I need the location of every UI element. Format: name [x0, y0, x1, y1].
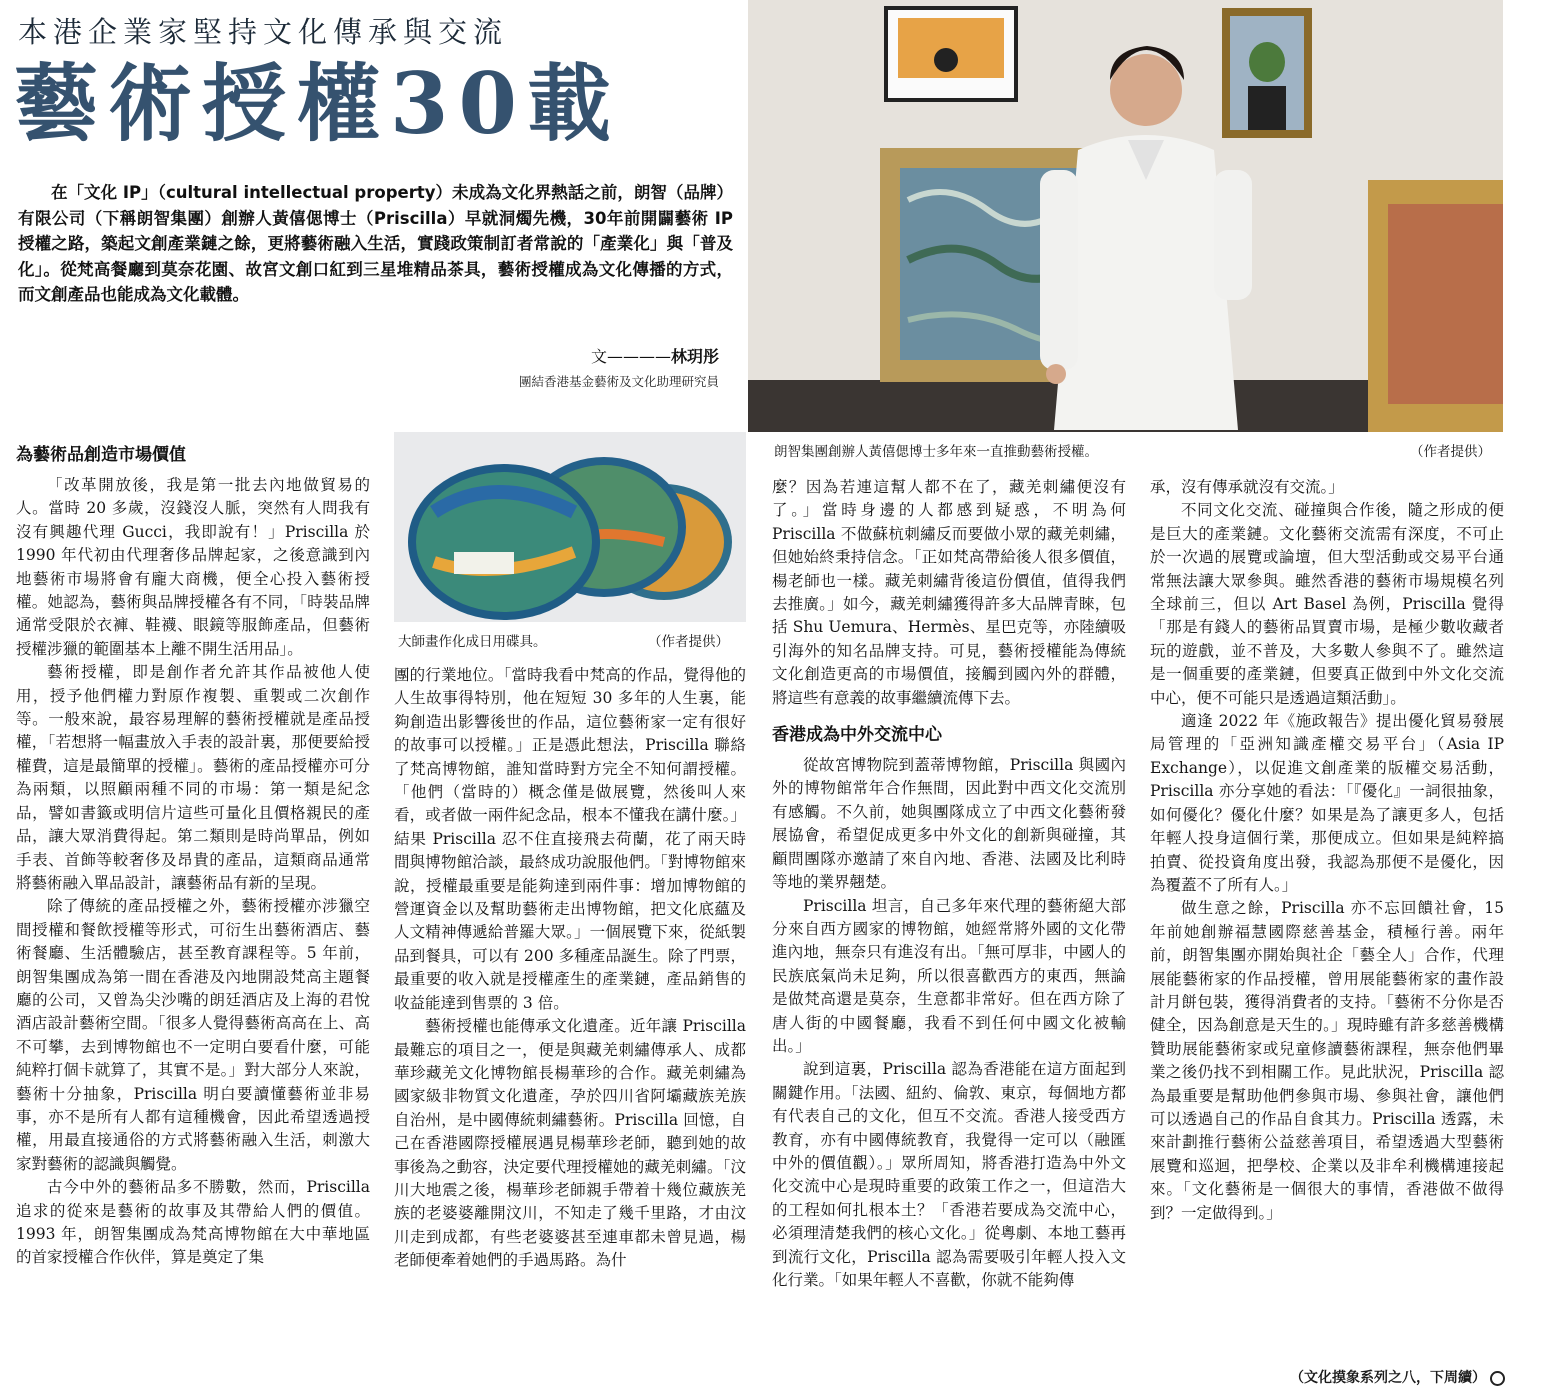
main-photo-credit: （作者提供）	[1410, 444, 1491, 460]
article-column-2	[394, 664, 746, 1386]
article-column-4	[1150, 476, 1504, 1356]
paragraph: 做生意之餘，Priscilla 亦不忘回饋社會，15 年前她創辦福慧國際慈善基金，積極行善。兩年前，朗智集團亦開始與社企「藝全人」合作，代理展能藝術家的作品授權，曾用展能藝術家的畫作設計月餅包裝，獲得消費者的支持。「藝術不分你是否健全，因為創意是天生的。」現時雖有許多慈善機構贊助展能藝術家或兒童修讀藝術課程，無奈他們畢業之後仍找不到相關工作。見此狀況，Priscilla 認為最重要是幫助他們參與市場、參與社會，讓他們可以透過自己的作品自食其力。Priscilla 透露，未來計劃推行藝術公益慈善項目，希望透過大型藝術展覽和巡迴，把學校、企業以及非牟利機構連接起來。「文化藝術是一個很大的事情，香港做不做得到？一定做得到。」	[1150, 899, 1504, 1222]
paragraph: 承，沒有傳承就沒有交流。」	[1150, 478, 1344, 496]
lede-paragraph	[18, 180, 733, 308]
paragraph: 說到這裏，Priscilla 認為香港能在這方面起到關鍵作用。「法國、紐約、倫敦、東京，每個地方都有代表自己的文化，但互不交流。香港人接受西方教育，亦有中國傳統教育，我覺得一定可以（融匯中外的價值觀）。」眾所周知，將香港打造為中外文化交流中心是現時重要的政策工作之一，但這浩大的工程如何扎根本土？「香港若要成為交流中心，必須理清楚我們的核心文化。」從粵劇、本地工藝再到流行文化，Priscilla 認為需要吸引年輕人投入文化行業。「如果年輕人不喜歡，你就不能夠傳	[772, 1060, 1126, 1289]
article-column-1	[16, 440, 370, 1385]
paragraph: 藝術授權，即是創作者允許其作品被他人使用，授予他們權力對原作複製、重製或二次創作等。一般來說，最容易理解的藝術授權就是產品授權，「若想將一幅畫放入手表的設計裏，那便要給授權費，這是最簡單的授權」。藝術的產品授權亦可分為兩類，以照顧兩種不同的市場：第一類是紀念品，譬如書籤或明信片這些可量化且價格親民的產品，讓大眾消費得起。第二類則是時尚單品，例如手表、首飾等較奢侈及昂貴的產品，這類商品通常將藝術融入單品設計，讓藝術品有新的呈現。	[16, 663, 370, 892]
main-photo-caption: 朗智集團創辦人黃僖偲博士多年來一直推動藝術授權。	[774, 444, 1098, 460]
series-note: （文化摸象系列之八，下周續）	[1290, 1370, 1486, 1386]
end-mark-icon	[1490, 1371, 1505, 1386]
headline: 藝術授權30載	[14, 54, 621, 153]
byline-prefix: 文————	[590, 347, 671, 366]
plates-illustration	[394, 432, 746, 622]
plates-caption: 大師畫作化成日用碟具。	[398, 634, 547, 650]
article-column-3	[772, 476, 1126, 1386]
paragraph: 團的行業地位。「當時我看中梵高的作品，覺得他的人生故事得特別，他在短短 30 多年的人生裏，能夠創造出影響後世的作品，這位藝術家一定有很好的故事可以授權。」正是憑此想法，Priscilla 聯絡了梵高博物館，誰知當時對方完全不知何謂授權。「他們（當時的）概念僅是做展覽，然後叫人來看，或者做一兩件紀念品，根本不懂我在講什麼。」結果 Priscilla 忍不住直接飛去荷蘭，花了兩天時間與博物館洽談，最終成功說服他們。「對博物館來說，授權最重要是能夠達到兩件事：增加博物館的營運資金以及幫助藝術走出博物館，把文化底蘊及人文精神傳遞給普羅大眾。」一個展覽下來，從紙製品到餐具，可以有 200 多種產品誕生。除了門票，最重要的收入就是授權產生的產業鏈，產品銷售的收益能達到售票的 3 倍。	[394, 666, 746, 1012]
paragraph: 從故宮博物院到蓋蒂博物館，Priscilla 與國內外的博物館常年合作無間，因此對中西文化交流別有感觸。不久前，她與團隊成立了中西文化藝術發展協會，希望促成更多中外文化的創新與碰撞，其顧問團隊亦邀請了來自內地、香港、法國及比利時等地的業界翹楚。	[772, 756, 1126, 892]
main-photo	[748, 0, 1503, 432]
lede-text: 在「文化 IP」（cultural intellectual property）未成為文化界熱話之前，朗智（品牌）有限公司（下稱朗智集團）創辦人黃僖偲博士（Priscilla）早就洞燭先機，30年前開闢藝術 IP 授權之路，築起文創產業鏈之餘，更將藝術融入生活，實踐政策制訂者常說的「產業化」與「普及化」。從梵高餐廳到莫奈花園、故宮文創口紅到三星堆精品茶具，藝術授權成為文化傳播的方式，而文創產品也能成為文化載體。	[18, 183, 733, 304]
paragraph: 不同文化交流、碰撞與合作後，隨之形成的便是巨大的產業鏈。文化藝術交流需有深度，不可止於一次過的展覽或論壇，但大型活動或交易平台通常無法讓大眾參與。雖然香港的藝術市場規模名列全球前三，但以 Art Basel 為例，Priscilla 覺得「那是有錢人的藝術品買賣市場，是極少數收藏者玩的遊戲，並不普及，大多數人參與不了。雖然這是一個重要的產業鏈，但要真正做到中外文化交流中心，便不可能只是透過這類活動」。	[1150, 501, 1504, 707]
paragraph: 麼？因為若連這幫人都不在了，藏羌刺繡便沒有了。」當時身邊的人都感到疑惑，不明為何 Priscilla 不做蘇杭刺繡反而要做小眾的藏羌刺繡，但她始終秉持信念。「正如梵高帶給後人很多價值，楊老師也一樣。藏羌刺繡背後這份價值，值得我們去推廣。」如今，藏羌刺繡獲得許多大品牌青睞，包括 Shu Uemura、Hermès、星巴克等，亦陸續吸引海外的知名品牌支持。可見，藝術授權能為傳統文化創造更高的市場價值，接觸到國內外的群體，將這些有意義的故事繼續流傳下去。	[772, 478, 1126, 707]
byline	[591, 344, 719, 367]
plates-credit: （作者提供）	[648, 634, 729, 650]
paragraph: Priscilla 坦言，自己多年來代理的藝術絕大部分來自西方國家的博物館，她經常將外國的文化帶進內地，無奈只有進沒有出。「無可厚非，中國人的民族底氣尚未足夠，所以很喜歡西方的東西，無論是做梵高還是莫奈，生意都非常好。但在西方除了唐人街的中國餐廳，我看不到任何中國文化被輸出。」	[772, 896, 1126, 1055]
portrait-illustration	[748, 0, 1503, 432]
section-heading-1: 為藝術品創造市場價值	[16, 445, 186, 465]
plates-photo	[394, 432, 746, 622]
paragraph: 「改革開放後，我是第一批去內地做貿易的人。當時 20 多歲，沒錢沒人脈，突然有人問我有沒有興趣代理 Gucci，我即說有！」Priscilla 於 1990 年代初由代理奢侈品牌起家，之後意識到內地藝術市場將會有龐大商機，便全心投入藝術授權。她認為，藝術與品牌授權各有不同，「時裝品牌通常受限於衣褲、鞋襪、眼鏡等服飾產品，但藝術授權涉獵的範圍基本上離不開生活用品」。	[16, 476, 370, 658]
paragraph: 適逢 2022 年《施政報告》提出優化貿易發展局管理的「亞洲知識產權交易平台」（Asia IP Exchange），以促進文創產業的版權交易活動，Priscilla 亦分享她的看法：「『優化』一詞很抽象，如何優化？優化什麼？如果是為了讓更多人，包括年輕人投身這個行業，那便成立。但如果是純粹搞拍賣、從投資角度出發，我認為那便不是優化，因為覆蓋不了所有人。」	[1150, 712, 1504, 894]
paragraph: 藝術授權也能傳承文化遺產。近年讓 Priscilla 最難忘的項目之一，便是與藏羌刺繡傳承人、成都華珍藏羌文化博物館長楊華珍的合作。藏羌刺繡為國家級非物質文化遺產，孕於四川省阿壩藏族羌族自治州，是中國傳統刺繡藝術。Priscilla 回憶，自己在香港國際授權展遇見楊華珍老師，聽到她的故事後為之動容，決定要代理授權她的藏羌刺繡。「汶川大地震之後，楊華珍老師親手帶着十幾位藏族羌族的老婆婆離開汶川，不知走了幾千里路，才由汶川走到成都，有些老婆婆甚至連車都未曾見過，楊老師便牽着她們的手過馬路。為什	[394, 1017, 746, 1270]
paragraph: 除了傳統的產品授權之外，藝術授權亦涉獵空間授權和餐飲授權等形式，可衍生出藝術酒店、藝術餐廳、生活體驗店，甚至教育課程等。5 年前，朗智集團成為第一間在香港及內地開設梵高主題餐廳的公司，又曾為尖沙嘴的朗廷酒店及上海的君悅酒店設計藝術空間。「很多人覺得藝術高高在上、高不可攀，去到博物館也不一定明白要看什麼，可能純粹打個卡就算了，其實不是。」對大部分人來說，藝術十分抽象，Priscilla 明白要讀懂藝術並非易事，亦不是所有人都有這種機會，因此希望透過授權，用最直接通俗的方式將藝術融入生活，刺激大家對藝術的認識與觸覺。	[16, 897, 370, 1173]
kicker-title: 本港企業家堅持文化傳承與交流	[18, 15, 509, 49]
paragraph: 古今中外的藝術品多不勝數，然而，Priscilla 追求的從來是藝術的故事及其帶給人們的價值。1993 年，朗智集團成為梵高博物館在大中華地區的首家授權合作伙伴，算是奠定了集	[16, 1178, 370, 1267]
section-heading-2: 香港成為中外交流中心	[772, 725, 942, 746]
byline-author: 林玥彤	[670, 347, 719, 366]
series-footer	[1290, 1367, 1505, 1387]
byline-role: 團結香港基金藝術及文化助理研究員	[518, 374, 719, 389]
